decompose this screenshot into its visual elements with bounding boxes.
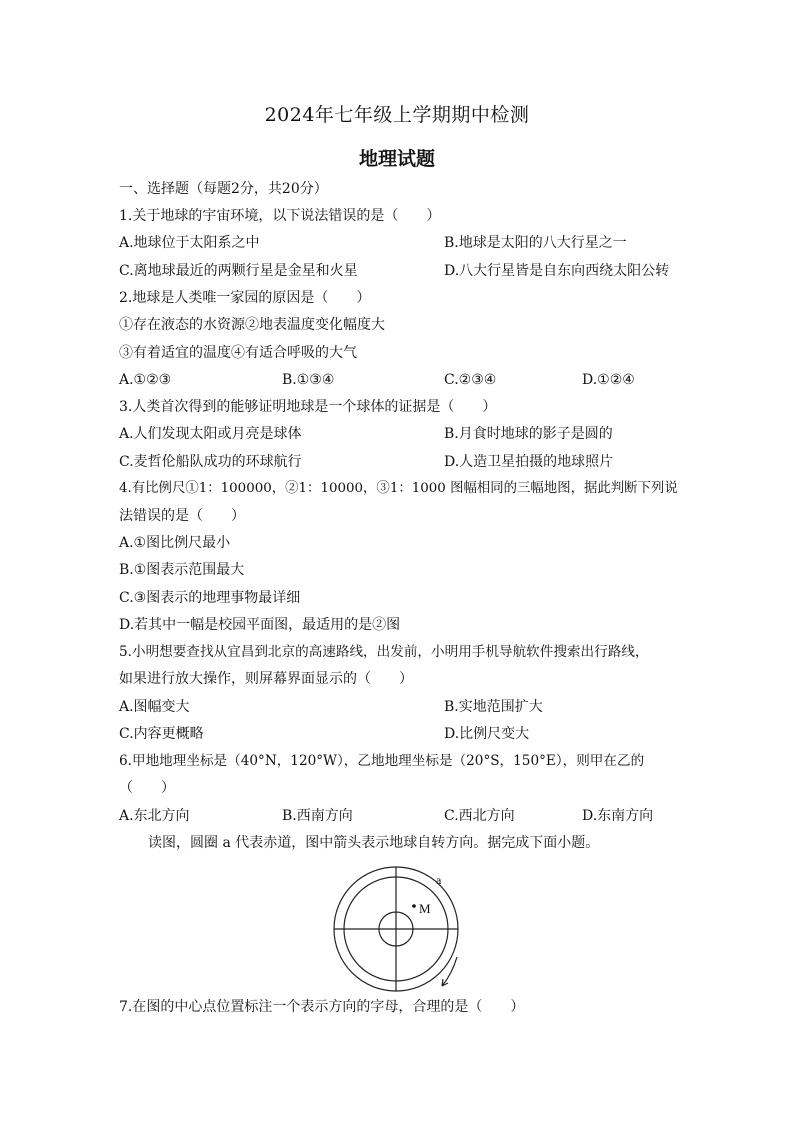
question-1-option-a: A.地球位于太阳系之中 bbox=[119, 235, 260, 251]
question-2-option-d: D.①②④ bbox=[582, 372, 635, 388]
question-5-option-d: D.比例尺变大 bbox=[444, 726, 530, 742]
question-3-stem: 3.人类首次得到的能够证明地球是一个球体的证据是（ ） bbox=[119, 399, 497, 415]
question-1-option-d: D.八大行星皆是自东向西绕太阳公转 bbox=[444, 263, 670, 279]
exam-subtitle: 地理试题 bbox=[358, 148, 435, 170]
question-5-option-b: B.实地范围扩大 bbox=[444, 699, 543, 715]
question-5-option-c: C.内容更概略 bbox=[119, 726, 204, 742]
question-2-stem: 2.地球是人类唯一家园的原因是（ ） bbox=[119, 290, 371, 306]
question-1-option-b: B.地球是太阳的八大行星之一 bbox=[444, 235, 627, 251]
question-4-stem-line-2: 法错误的是（ ） bbox=[119, 508, 245, 524]
question-6-stem-line-2: （ ） bbox=[119, 780, 175, 796]
question-2-statement-1: ①存在液态的水资源②地表温度变化幅度大 bbox=[119, 317, 385, 333]
question-5-stem-line-1: 5.小明想要查找从宜昌到北京的高速路线，出发前，小明用手机导航软件搜索出行路线， bbox=[119, 644, 649, 660]
question-2-option-c: C.②③④ bbox=[444, 372, 497, 388]
question-4-option-a: A.①图比例尺最小 bbox=[119, 535, 231, 551]
question-6-option-b: B.西南方向 bbox=[282, 808, 353, 824]
question-2-option-b: B.①③④ bbox=[282, 372, 335, 388]
point-m-dot bbox=[412, 904, 416, 908]
question-3-option-d: D.人造卫星拍摄的地球照片 bbox=[444, 454, 614, 470]
equator-label-a: a bbox=[436, 873, 442, 887]
exam-title: 2024年七年级上学期期中检测 bbox=[264, 104, 530, 126]
question-6-option-c: C.西北方向 bbox=[444, 808, 515, 824]
question-6-option-a: A.东北方向 bbox=[119, 808, 190, 824]
question-1-option-c: C.离地球最近的两颗行星是金星和火星 bbox=[119, 263, 358, 279]
question-4-stem-line-1: 4.有比例尺①1：100000，②1：10000，③1：1000 图幅相同的三幅地图，据此判断下列说 bbox=[119, 481, 678, 496]
question-2-statement-2: ③有着适宜的温度④有适合呼吸的大气 bbox=[119, 345, 357, 361]
question-4-option-c: C.③图表示的地理事物最详细 bbox=[119, 590, 301, 606]
question-5-stem-line-2: 如果进行放大操作，则屏幕界面显示的（ ） bbox=[119, 671, 413, 687]
question-1-stem: 1.关于地球的宇宙环境，以下说法错误的是（ ） bbox=[119, 208, 441, 224]
question-2-option-a: A.①②③ bbox=[119, 372, 172, 388]
question-3-option-c: C.麦哲伦船队成功的环球航行 bbox=[119, 454, 302, 470]
question-6-stem-line-1: 6.甲地地理坐标是（40°N，120°W），乙地地理坐标是（20°S，150°E），则甲在乙的 bbox=[119, 753, 645, 769]
question-7-stem: 7.在图的中心点位置标注一个表示方向的字母，合理的是（ ） bbox=[119, 999, 525, 1015]
point-m-label: M bbox=[419, 901, 431, 916]
question-6-option-d: D.东南方向 bbox=[582, 808, 654, 824]
earth-rotation-figure bbox=[330, 862, 465, 997]
figure-intro: 读图，圆圈 a 代表赤道，图中箭头表示地球自转方向。据完成下面小题。 bbox=[148, 835, 600, 851]
question-3-option-a: A.人们发现太阳或月亮是球体 bbox=[119, 426, 302, 442]
section-heading: 一、选择题（每题2分，共20分） bbox=[119, 181, 328, 197]
question-3-option-b: B.月食时地球的影子是圆的 bbox=[444, 426, 613, 442]
question-4-option-d: D.若其中一幅是校园平面图，最适用的是②图 bbox=[119, 617, 401, 633]
question-4-option-b: B.①图表示范围最大 bbox=[119, 562, 245, 578]
question-5-option-a: A.图幅变大 bbox=[119, 699, 190, 715]
